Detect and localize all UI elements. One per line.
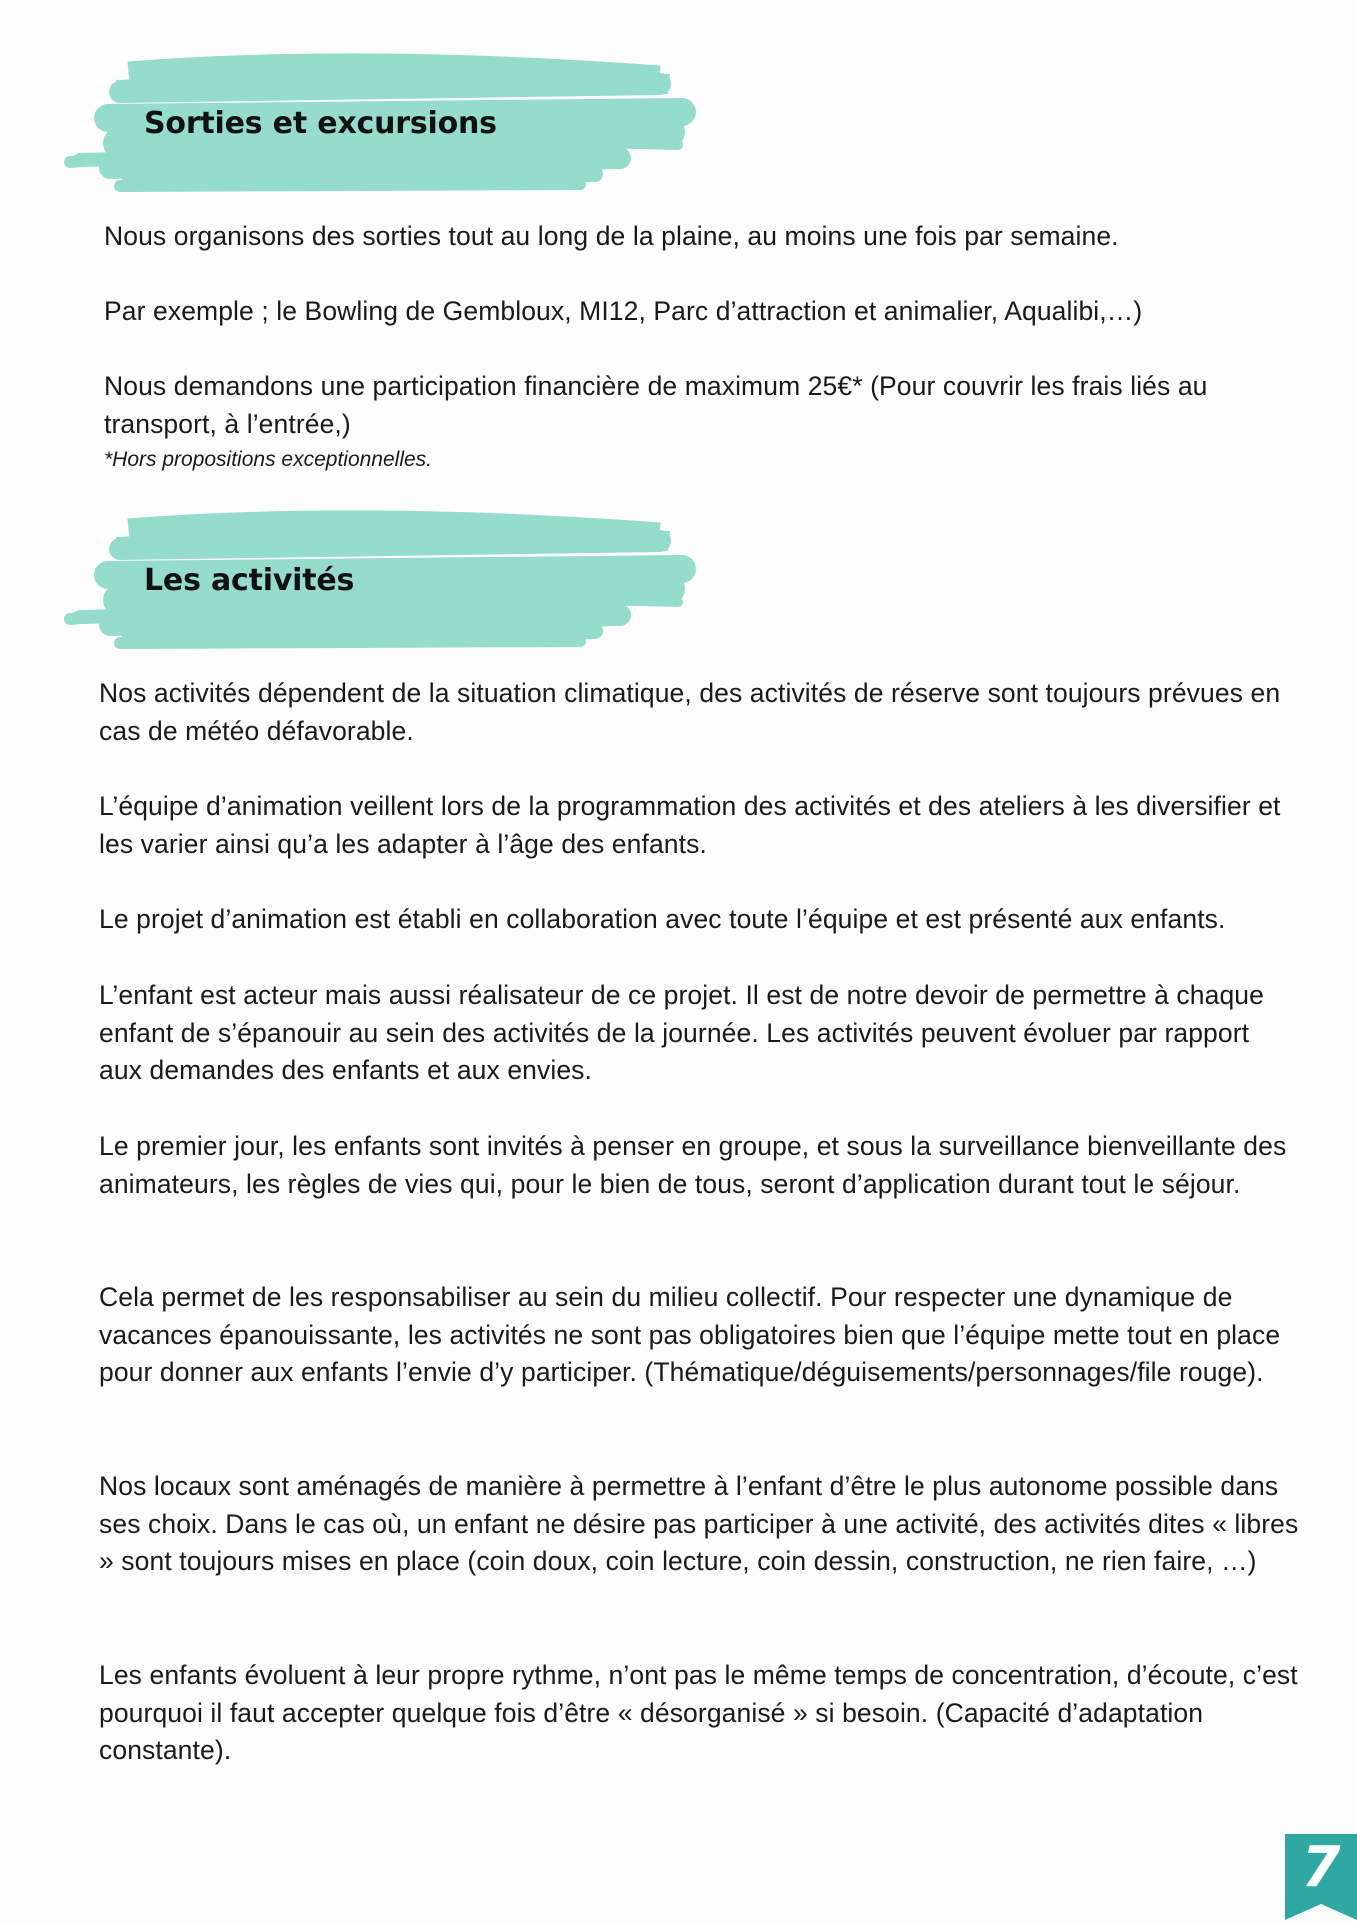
section-title: Les activités	[144, 563, 355, 598]
paragraph: L’enfant est acteur mais aussi réalisateur de ce projet. Il est de notre devoir de permettre à chaque enfant de s’épanouir au sein des activités de la journée. Les activités peuvent évoluer par rapport aux demandes des enfants et aux envies.	[99, 980, 1264, 1086]
paragraph: L’équipe d’animation veillent lors de la programmation des activités et des ateliers à les diversifier et les varier ainsi qu’a les adapter à l’âge des enfants.	[99, 791, 1281, 859]
paragraph: Nos locaux sont aménagés de manière à permettre à l’enfant d’être le plus autonome possible dans ses choix. Dans le cas où, un enfant ne désire pas participer à une activité, des activités dites « libres » sont toujours mises en place (coin doux, coin lecture, coin dessin, construction, ne rien faire, …)	[99, 1471, 1299, 1577]
page-number-badge	[1285, 1834, 1357, 1920]
paragraph: Nous organisons des sorties tout au long de la plaine, au moins une fois par semaine.	[104, 221, 1119, 251]
paragraph: Nous demandons une participation financière de maximum 25€* (Pour couvrir les frais liés au transport, à l’entrée,)	[104, 371, 1208, 439]
section-heading-sorties	[60, 48, 710, 198]
page-number: 7	[1301, 1835, 1341, 1900]
paragraph: Le projet d’animation est établi en collaboration avec toute l’équipe et est présenté aux enfants.	[99, 904, 1226, 934]
paragraph: Par exemple ; le Bowling de Gembloux, MI12, Parc d’attraction et animalier, Aqualibi,…)	[104, 296, 1143, 326]
section-title: Sorties et excursions	[144, 106, 497, 141]
paragraph: Les enfants évoluent à leur propre rythme, n’ont pas le même temps de concentration, d’écoute, c’est pourquoi il faut accepter quelque fois d’être « désorganisé » si besoin. (Capacité d’adaptation constante).	[99, 1660, 1298, 1766]
paragraph: Le premier jour, les enfants sont invités à penser en groupe, et sous la surveillance bienveillante des animateurs, les règles de vies qui, pour le bien de tous, seront d’application durant tout le séjour.	[99, 1131, 1287, 1199]
footnote: *Hors propositions exceptionnelles.	[104, 448, 433, 471]
paragraph: Nos activités dépendent de la situation climatique, des activités de réserve sont toujours prévues en cas de météo défavorable.	[99, 678, 1281, 746]
paragraph: Cela permet de les responsabiliser au sein du milieu collectif. Pour respecter une dynamique de vacances épanouissante, les activités ne sont pas obligatoires bien que l’équipe mette tout en place pour donner aux enfants l’envie d’y participer. (Thématique/déguisements/personnages/file rouge).	[99, 1282, 1281, 1388]
section-heading-activites	[60, 505, 710, 655]
